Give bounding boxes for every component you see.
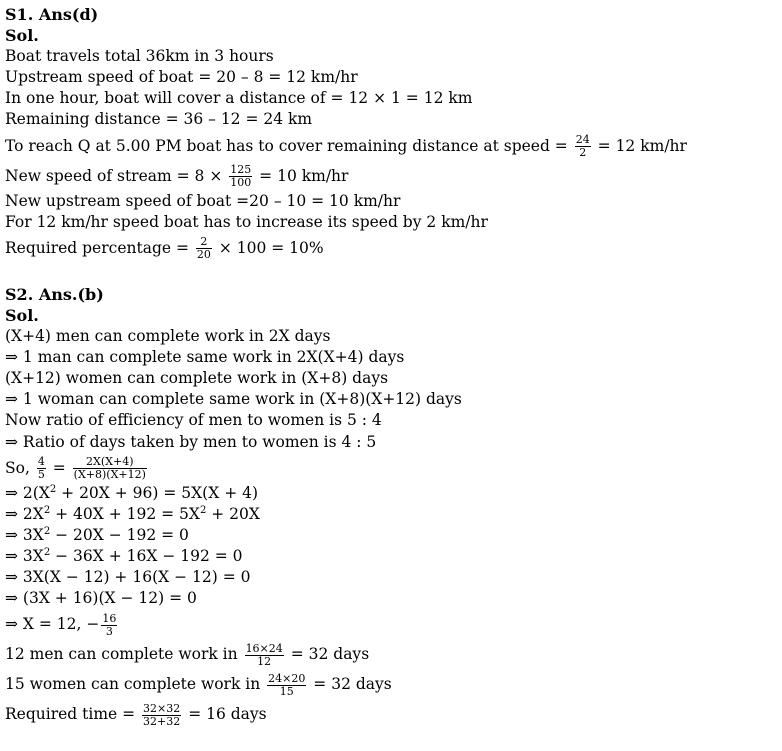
s2-line-5: Now ratio of efficiency of men to women is 5 : 4 [5, 411, 382, 430]
fraction: $\frac{16}{3}$ [102, 611, 117, 638]
fraction: $\frac{2}{20}$ [196, 235, 211, 262]
s1-line-2: Upstream speed of boat = 20 – 8 = 12 km/hr [5, 68, 358, 87]
fraction: $\frac{32\times 32}{32+32}$ [143, 701, 181, 728]
fraction: $\frac{24\times 20}{15}$ [268, 671, 306, 698]
s1-line-4: Remaining distance = 36 – 12 = 24 km [5, 110, 313, 129]
fraction: $\frac{24}{2}$ [575, 133, 590, 160]
s2-eq-5: ⇒ 3X(X − 12) + 16(X − 12) = 0 [5, 567, 251, 586]
s1-line-9: Required percentage = $\frac{2}{20}$ × 100 = 10% [5, 235, 324, 262]
s2-eq-7: ⇒ X = 12, − $\frac{16}{3}$ [5, 611, 117, 638]
s2-result-2: 15 women can complete work in $\frac{24\times 20}{15}$ = 32 days [5, 671, 392, 698]
s2-line-6: ⇒ Ratio of days taken by men to women is 4 : 5 [5, 432, 377, 451]
s2-result-3: Required time = $\frac{32\times 32}{32+32}$ = 16 days [5, 701, 267, 728]
s2-line-4: ⇒ 1 woman can complete same work in (X+8)(X+12) days [5, 390, 462, 409]
s2-eq-1: ⇒ $2(X^2 + 20X + 96) = 5X(X + 4)$ [5, 483, 259, 502]
section-spacer [5, 263, 775, 284]
s2-line-1: (X+4) men can complete work in 2X days [5, 327, 331, 346]
fraction: $\frac{2X(X+4)}{(X+8)(X+12)}$ [73, 455, 146, 482]
solution-document [5, 4, 775, 729]
s1-line-5: To reach Q at 5.00 PM boat has to cover remaining distance at speed = $\frac{24}{2}$ = 12 km/hr [5, 133, 687, 160]
s1-heading: S1. Ans(d) [5, 5, 99, 24]
s1-line-8: For 12 km/hr speed boat has to increase its speed by 2 km/hr [5, 212, 488, 231]
s1-line-3: In one hour, boat will cover a distance of = 12 × 1 = 12 km [5, 89, 473, 108]
s1-line-6: New speed of stream = 8 × $\frac{125}{100}$ = 10 km/hr [5, 163, 349, 190]
s2-eq-2: ⇒ $2X^2 + 40X + 192 = 5X^2 + 20X$ [5, 504, 260, 523]
fraction: $\frac{16\times 24}{12}$ [245, 641, 283, 668]
s2-heading: S2. Ans.(b) [5, 284, 104, 304]
s2-eq-4: ⇒ $3X^2 - 36X + 16X - 192 = 0$ [5, 546, 243, 565]
s2-eq-6: ⇒ (3X + 16)(X − 12) = 0 [5, 589, 197, 608]
s2-line-3: (X+12) women can complete work in (X+8) days [5, 369, 389, 388]
s1-line-1: Boat travels total 36km in 3 hours [5, 47, 274, 66]
s2-eq-3: ⇒ $3X^2 - 20X - 192 = 0$ [5, 525, 189, 544]
s2-sol-label: Sol. [5, 305, 39, 325]
s2-line-2: ⇒ 1 man can complete same work in 2X(X+4) days [5, 348, 405, 367]
s2-line-7: So, $\frac{4}{5}$ = $\frac{2X(X+4)}{(X+8)(X+12)}$ [5, 455, 146, 482]
s2-result-1: 12 men can complete work in $\frac{16\times 24}{12}$ = 32 days [5, 641, 370, 668]
fraction: $\frac{125}{100}$ [230, 163, 252, 190]
s1-sol-label: Sol. [5, 26, 39, 46]
fraction: $\frac{4}{5}$ [37, 455, 45, 482]
s1-line-7: New upstream speed of boat =20 – 10 = 10 km/hr [5, 191, 401, 210]
